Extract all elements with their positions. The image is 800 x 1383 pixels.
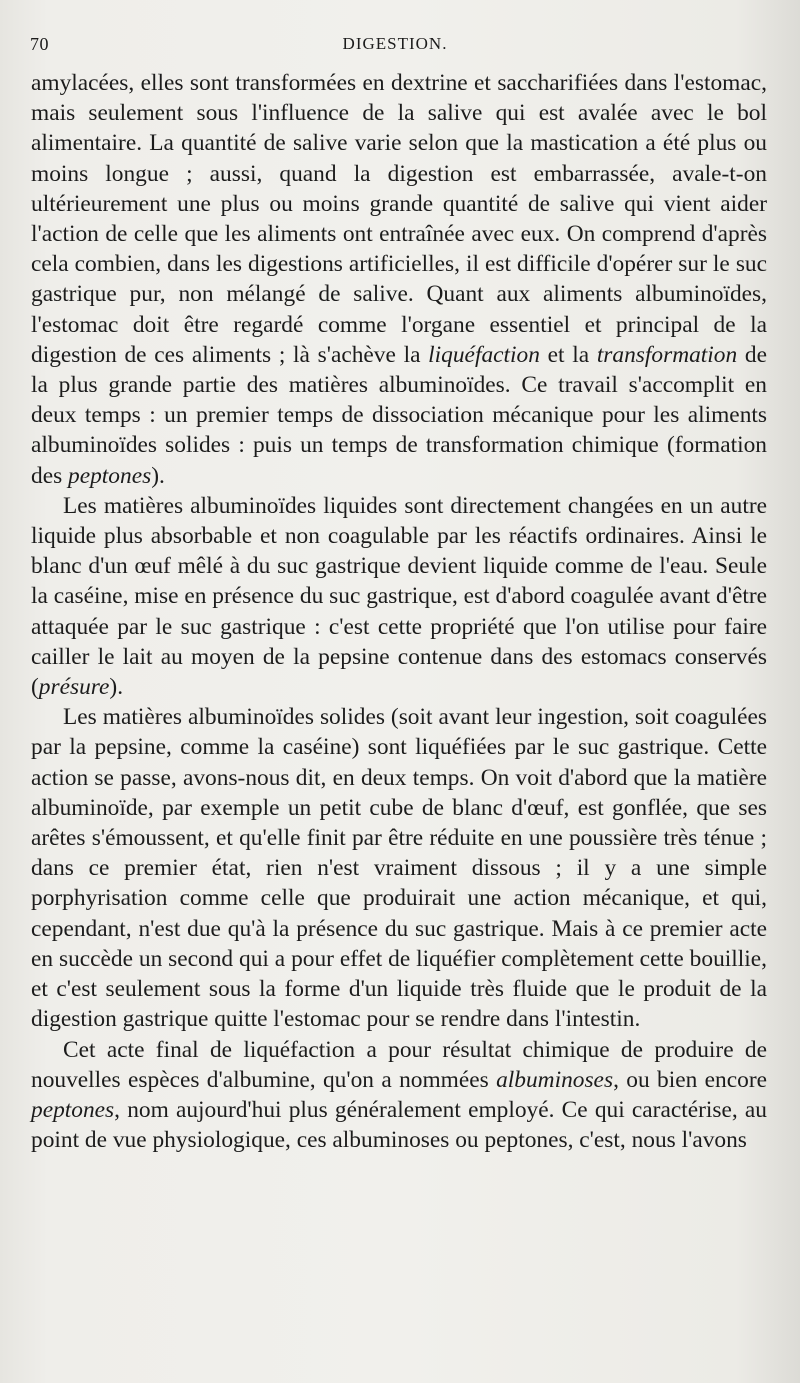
italic-term: albuminoses [496, 1066, 614, 1093]
page-number: 70 [30, 34, 49, 54]
page-header [30, 34, 760, 58]
paragraph-1 [31, 68, 767, 491]
italic-term: peptones [31, 1096, 115, 1123]
text-segment: Cet acte final de liquéfaction a pour résultat chimique de produire de nouvelles espèces d'albumine, qu'on a nommées [31, 1036, 767, 1093]
text-segment: de la plus grande partie des matières albuminoïdes. Ce travail s'accomplit en deux temps : un premier temps de dissociation mécanique pour les aliments albuminoïdes solides : puis un temps de transformation chimique (formation des [31, 341, 767, 489]
text-segment: Les matières albuminoïdes liquides sont directement changées en un autre liquide plus absorbable et non coagulable par les réactifs ordinaires. Ainsi le blanc d'un œuf mêlé à du suc gastrique devient liquide comme de l'eau. Seule la caséine, mise en présence du suc gastrique, est d'abord coagulée avant d'être attaquée par le suc gastrique : c'est cette propriété que l'on utilise pour faire cailler le lait au moyen de la pepsine contenue dans des estomacs conservés ( [31, 492, 767, 701]
paragraph-4 [31, 1035, 767, 1156]
body-text [31, 68, 767, 1155]
italic-term: transformation [596, 341, 738, 368]
italic-term: présure [38, 674, 110, 701]
text-segment: amylacées, elles sont transformées en dextrine et saccharifiées dans l'estomac, mais seulement sous l'influence de la salive qui est avalée avec le bol alimentaire. La quantité de salive varie selon que la mastication a été plus ou moins longue ; aussi, quand la digestion est embarrassée, avale-t-on ultérieurement une plus ou moins grande quantité de salive qui vient aider l'action de celle que les aliments ont entraînée avec eux. On comprend d'après cela combien, dans les digestions artificielles, il est difficile d'opérer sur le suc gastrique pur, non mélangé de salive. Quant aux aliments albuminoïdes, l'estomac doit être regardé comme l'organe essentiel et principal de la digestion de ces aliments ; là s'achève la [31, 70, 767, 368]
text-segment: ). [109, 674, 124, 701]
italic-term: peptones [68, 462, 152, 489]
text-segment: et la [539, 341, 597, 368]
running-title: DIGESTION. [342, 34, 448, 53]
italic-term: liquéfaction [428, 341, 540, 368]
paragraph-3 [31, 702, 767, 1034]
paragraph-2 [31, 491, 767, 702]
text-segment: ). [151, 462, 165, 489]
text-segment: Les matières albuminoïdes solides (soit avant leur ingestion, soit coagulées par la pepsine, comme la caséine) sont liquéfiées par le suc gastrique. Cette action se passe, avons-nous dit, en deux temps. On voit d'abord que la matière albuminoïde, par exemple un petit cube de blanc d'œuf, est gonflée, que ses arêtes s'émoussent, et qu'elle finit par être réduite en une poussière très ténue ; dans ce premier état, rien n'est vraiment dissous ; il y a une simple porphyrisation comme celle que produirait une action mécanique, et qui, cependant, n'est due qu'à la présence du suc gastrique. Mais à ce premier acte en succède un second qui a pour effet de liquéfier complètement cette bouillie, et c'est seulement sous la forme d'un liquide très fluide que le produit de la digestion gastrique quitte l'estomac pour se rendre dans l'intestin. [31, 704, 767, 1033]
text-segment: , nom aujourd'hui plus généralement employé. Ce qui caractérise, au point de vue physiologique, ces albuminoses ou peptones, c'est, nous l'avons [31, 1096, 767, 1154]
text-segment: , ou bien encore [613, 1066, 767, 1093]
